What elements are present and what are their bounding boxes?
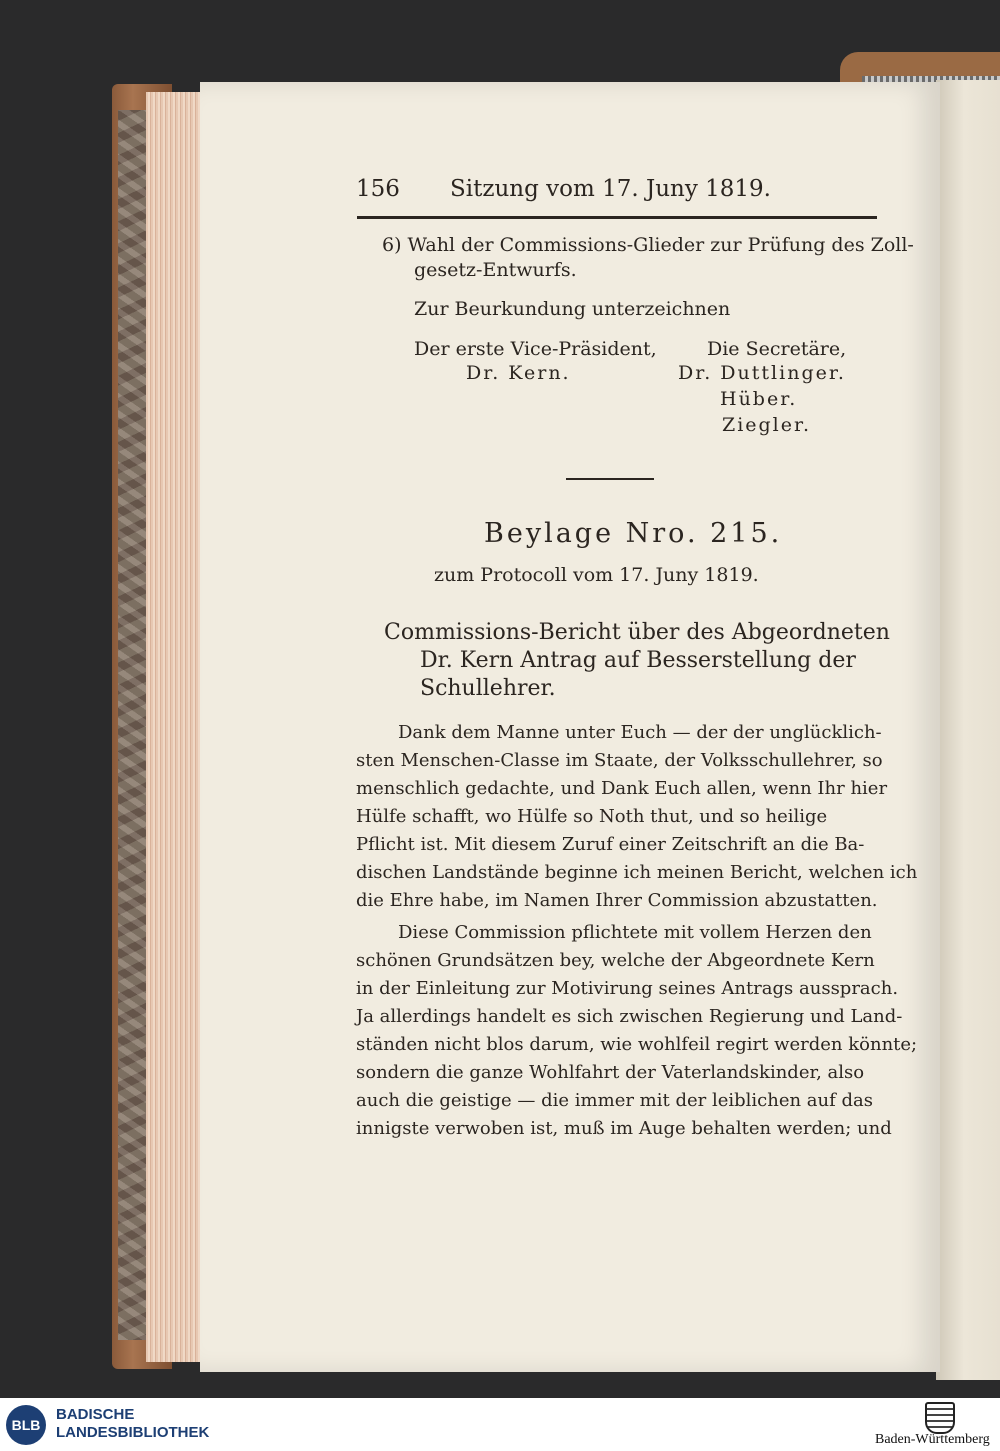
body-p2-line6: sondern die ganze Wohlfahrt der Vaterlandskinder, also	[356, 1062, 865, 1083]
body-p1-line1: Dank dem Manne unter Euch — der der unglücklich-	[398, 722, 882, 743]
body-p1-line4: Hülfe schafft, wo Hülfe so Noth thut, und so heilige	[356, 806, 828, 827]
secretary-name-3: Ziegler.	[722, 414, 812, 436]
body-p2-line2: schönen Grundsätzen bey, welche der Abgeordnete Kern	[356, 950, 875, 971]
body-p1-line6: dischen Landstände beginne ich meinen Bericht, welchen ich	[356, 862, 918, 883]
body-p1-line7: die Ehre habe, im Namen Ihrer Commission abzustatten.	[356, 890, 878, 911]
agenda-item-line2: gesetz-Entwurfs.	[414, 259, 577, 281]
body-p2-line5: ständen nicht blos darum, wie wohlfeil regirt werden könnte;	[356, 1034, 918, 1055]
body-p2-line1: Diese Commission pflichtete mit vollem Herzen den	[398, 922, 872, 943]
running-header	[356, 176, 771, 202]
secretaries-title: Die Secretäre,	[707, 338, 847, 360]
body-p2-line4: Ja allerdings handelt es sich zwischen Regierung und Land-	[356, 1006, 903, 1027]
facing-page	[936, 80, 1000, 1380]
secretary-name-2: Hüber.	[720, 388, 798, 410]
running-title: Sitzung vom 17. Juny 1819.	[450, 176, 771, 202]
coat-of-arms-icon	[925, 1402, 955, 1434]
blb-logo-icon[interactable]	[6, 1405, 46, 1445]
report-heading-line2: Dr. Kern Antrag auf Besserstellung der	[420, 648, 856, 673]
appendix-subtitle: zum Protocoll vom 17. Juny 1819.	[434, 564, 759, 586]
report-heading-line3: Schullehrer.	[420, 676, 556, 701]
body-p1-line3: menschlich gedachte, und Dank Euch allen, wenn Ihr hier	[356, 778, 888, 799]
section-divider	[566, 478, 654, 480]
body-p2-line7: auch die geistige — die immer mit der leiblichen auf das	[356, 1090, 873, 1111]
state-name[interactable]: Baden-Württemberg	[875, 1432, 990, 1447]
attestation-text: Zur Beurkundung unterzeichnen	[414, 298, 731, 320]
body-p1-line5: Pflicht ist. Mit diesem Zuruf einer Zeitschrift an die Ba-	[356, 834, 865, 855]
appendix-title: Beylage Nro. 215.	[484, 518, 783, 549]
library-name[interactable]	[56, 1406, 209, 1442]
blb-logo-text: BLB	[11, 1417, 41, 1433]
vice-president-name: Dr. Kern.	[466, 362, 571, 384]
library-name-line1: BADISCHE	[56, 1406, 135, 1423]
secretary-name-1: Dr. Duttlinger.	[678, 362, 846, 384]
library-name-line2: LANDESBIBLIOTHEK	[56, 1424, 210, 1441]
vice-president-title: Der erste Vice-Präsident,	[414, 338, 657, 360]
body-p2-line8: innigste verwoben ist, muß im Auge behalten werden; und	[356, 1118, 892, 1139]
page-number: 156	[356, 176, 400, 202]
body-p2-line3: in der Einleitung zur Motivirung seines Antrags aussprach.	[356, 978, 899, 999]
header-rule	[357, 216, 877, 219]
agenda-item-line1: 6) Wahl der Commissions-Glieder zur Prüfung des Zoll-	[382, 234, 914, 256]
report-heading-line1: Commissions-Bericht über des Abgeordneten	[384, 620, 890, 645]
body-p1-line2: sten Menschen-Classe im Staate, der Volksschullehrer, so	[356, 750, 883, 771]
